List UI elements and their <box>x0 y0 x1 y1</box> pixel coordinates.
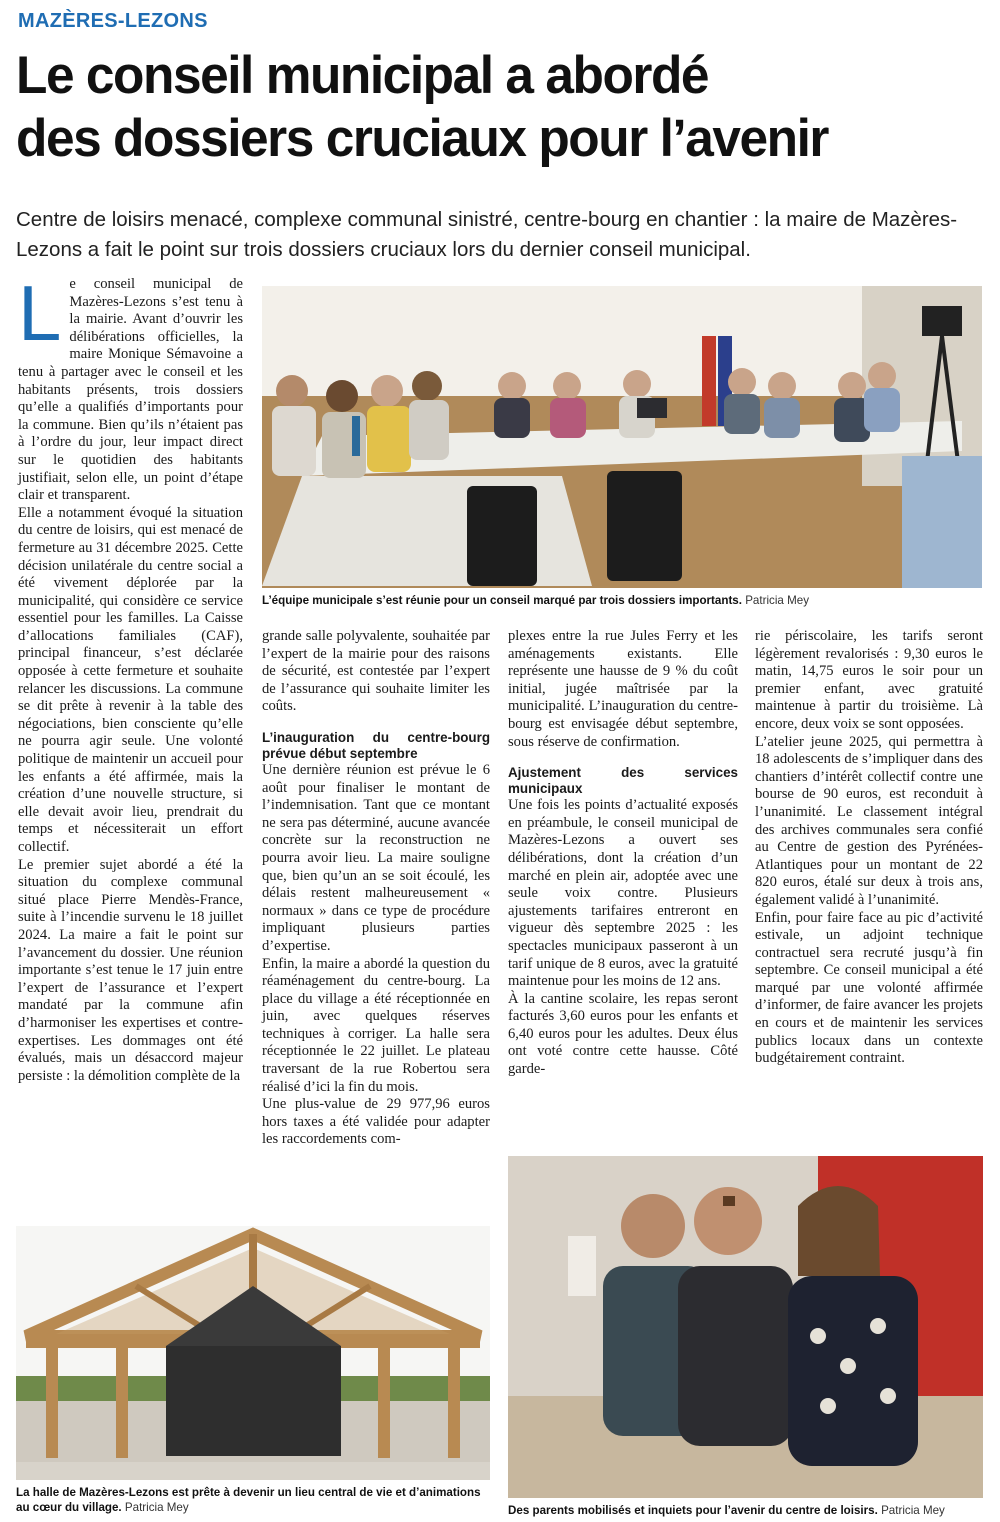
paragraph: L’atelier jeune 2025, qui permettra à 18 adolescents de s’impliquer dans des chantiers d’intérêt collectif contre une bourse de 90 euros, est reconduit à l’unanimité. Le classement intégral des archives communales sera confié au Centre de gestion des Pyrénées-Atlantiques pour un montant de 22 820 euros, étalé sur deux à trois ans, également validé à l’unanimité. <box>755 733 983 908</box>
headline-line-1: Le conseil municipal a abordé <box>16 46 709 105</box>
caption-text: Des parents mobilisés et inquiets pour l’avenir du centre de loisirs. <box>508 1504 878 1517</box>
paragraph: rie périscolaire, les tarifs seront légèrement revalorisés : 9,30 euros le matin, 14,75 euros le soir pour un premier enfant, avec gratuité maintenue à partir du troisième. Là encore, deux voix se sont opposées. <box>755 628 983 732</box>
subheading: Ajustement des services municipaux <box>508 765 738 797</box>
dropcap: L <box>18 269 62 357</box>
photo-credit: Patricia Mey <box>881 1504 945 1517</box>
headline-line-2: des dossiers cruciaux pour l’avenir <box>16 109 828 168</box>
article-column-1 <box>18 269 243 1085</box>
caption-text: La halle de Mazères-Lezons est prête à devenir un lieu central de vie et d’animations au cœur du village. <box>16 1486 481 1514</box>
paragraph: À la cantine scolaire, les repas seront facturés 3,60 euros pour les enfants et 6,40 euros pour les adultes. Deux élus ont voté contre cette hausse. Côté garde- <box>508 990 738 1078</box>
caption-text: L’équipe municipale s’est réunie pour un conseil marqué par trois dossiers importants. <box>262 594 742 607</box>
meeting-photo <box>262 286 982 588</box>
photo-credit: Patricia Mey <box>745 594 809 607</box>
paragraph: Le premier sujet abordé a été la situation du complexe communal situé place Pierre Mendès-France, suite à l’incendie survenu le 18 juillet 2024. La maire a fait le point sur l’avancement du dossier. Une réunion importante s’est tenue le 17 juin entre l’expert de l’assurance et l’expert mandaté par la commune afin d’harmoniser les expertises et contre-expertises. Les dommages ont été évalués, mais un désaccord majeur persiste : la démolition complète de la <box>18 856 243 1084</box>
paragraph: Enfin, pour faire face au pic d’activité estivale, un adjoint technique contractuel sera recruté jusqu’à fin septembre. Ce conseil municipal a été marqué par une volonté affirmée d’informer, de faire avancer les projets en cours et de maintenir les services publics locaux dans un contexte budgétairement contraint. <box>755 909 983 1067</box>
photo-credit: Patricia Mey <box>124 1501 189 1514</box>
article-kicker: MAZÈRES-LEZONS <box>18 10 208 32</box>
article-lead: Centre de loisirs menacé, complexe communal sinistré, centre-bourg en chantier : la maire de Mazères-Lezons a fait le point sur trois dossiers cruciaux lors du dernier conseil municipal. <box>16 208 958 261</box>
halle-photo <box>16 1226 490 1480</box>
parents-photo-caption <box>508 1503 988 1518</box>
article-headline <box>16 44 962 170</box>
parents-photo <box>508 1156 983 1498</box>
paragraph: plexes entre la rue Jules Ferry et les aménagements existants. Elle représente une hausse de 9 % du coût initial, jugée maîtrisée par la municipalité. L’inauguration du centre-bourg est envisagée début septembre, sous réserve de confirmation. <box>508 628 738 750</box>
paragraph: Enfin, la maire a abordé la question du réaménagement du centre-bourg. La place du village a été réceptionnée en juin, avec quelques réserves techniques à corriger. La halle sera réceptionnée le 22 juillet. Le plateau traversant de la rue Robertou sera réalisé d’ici la fin du mois. <box>262 955 490 1095</box>
paragraph: Elle a notamment évoqué la situation du centre de loisirs, qui est menacé de fermeture au 31 décembre 2025. Cette décision unilatérale du centre social a été vivement déplorée par la municipalité, qui considère ce service essentiel pour les familles. La Caisse d’allocations familiales (CAF), principal financeur, s’est déclarée opposée à cette fermeture et souhaite relancer les discussions. La commune se dit prête à revenir à la table des négociations, bien consciente qu’elle ne pourra agir seule. Une volonté politique de maintenir un accueil pour les enfants a été affirmée, mais la création d’une nouvelle structure, si elle devait avoir lieu, prendrait du temps et nécessiterait un effort collectif. <box>18 504 243 855</box>
paragraph: Une plus-value de 29 977,96 euros hors taxes a été validée pour adapter les raccordements com- <box>262 1096 490 1148</box>
subheading: L’inauguration du centre-bourg prévue début septembre <box>262 729 490 761</box>
paragraph: Une dernière réunion est prévue le 6 août pour finaliser le montant de l’indemnisation. Tant que ce montant ne sera pas déterminé, aucune avancée concrète sur la reconstruction ne pourra avoir lieu. La maire souligne que, bien qu’un an se soit écoulé, les délais restent malheureusement « normaux » dans ce type de procédure impliquant plusieurs parties d’expertise. <box>262 761 490 954</box>
paragraph: e conseil municipal de Mazères-Lezons s’est tenu à la mairie. Avant d’ouvrir les délibérations officielles, la maire Monique Sémavoine a tenu à partager avec le conseil et les habitants présents, trois dossiers qu’elle a qualifiés d’importants pour la commune. Bien qu’ils n’étaient pas à l’ordre du jour, leur impact direct sur le quotidien des habitants justifiait, selon elle, un point d’étape clair et transparent. <box>18 276 243 504</box>
article-column-3 <box>508 628 738 1079</box>
halle-photo-caption <box>16 1485 490 1515</box>
paragraph: Une fois les points d’actualité exposés en préambule, le conseil municipal de Mazères-Lezons a ouvert ses délibérations, dont la création d’un marché en plein air, adoptée avec une seule voix contre. Plusieurs ajustements tarifaires entreront en vigueur dès septembre 2025 : les spectacles municipaux passeront à un tarif unique de 8 euros, avec la gratuité maintenue pour les moins de 12 ans. <box>508 797 738 990</box>
meeting-photo-caption <box>262 593 982 608</box>
article-column-2 <box>262 628 490 1149</box>
paragraph: grande salle polyvalente, souhaitée par l’expert de la mairie pour des raisons de sécurité, est contestée par l’expert de l’assurance qui souhaite limiter les coûts. <box>262 628 490 715</box>
article-column-4 <box>755 628 983 1068</box>
